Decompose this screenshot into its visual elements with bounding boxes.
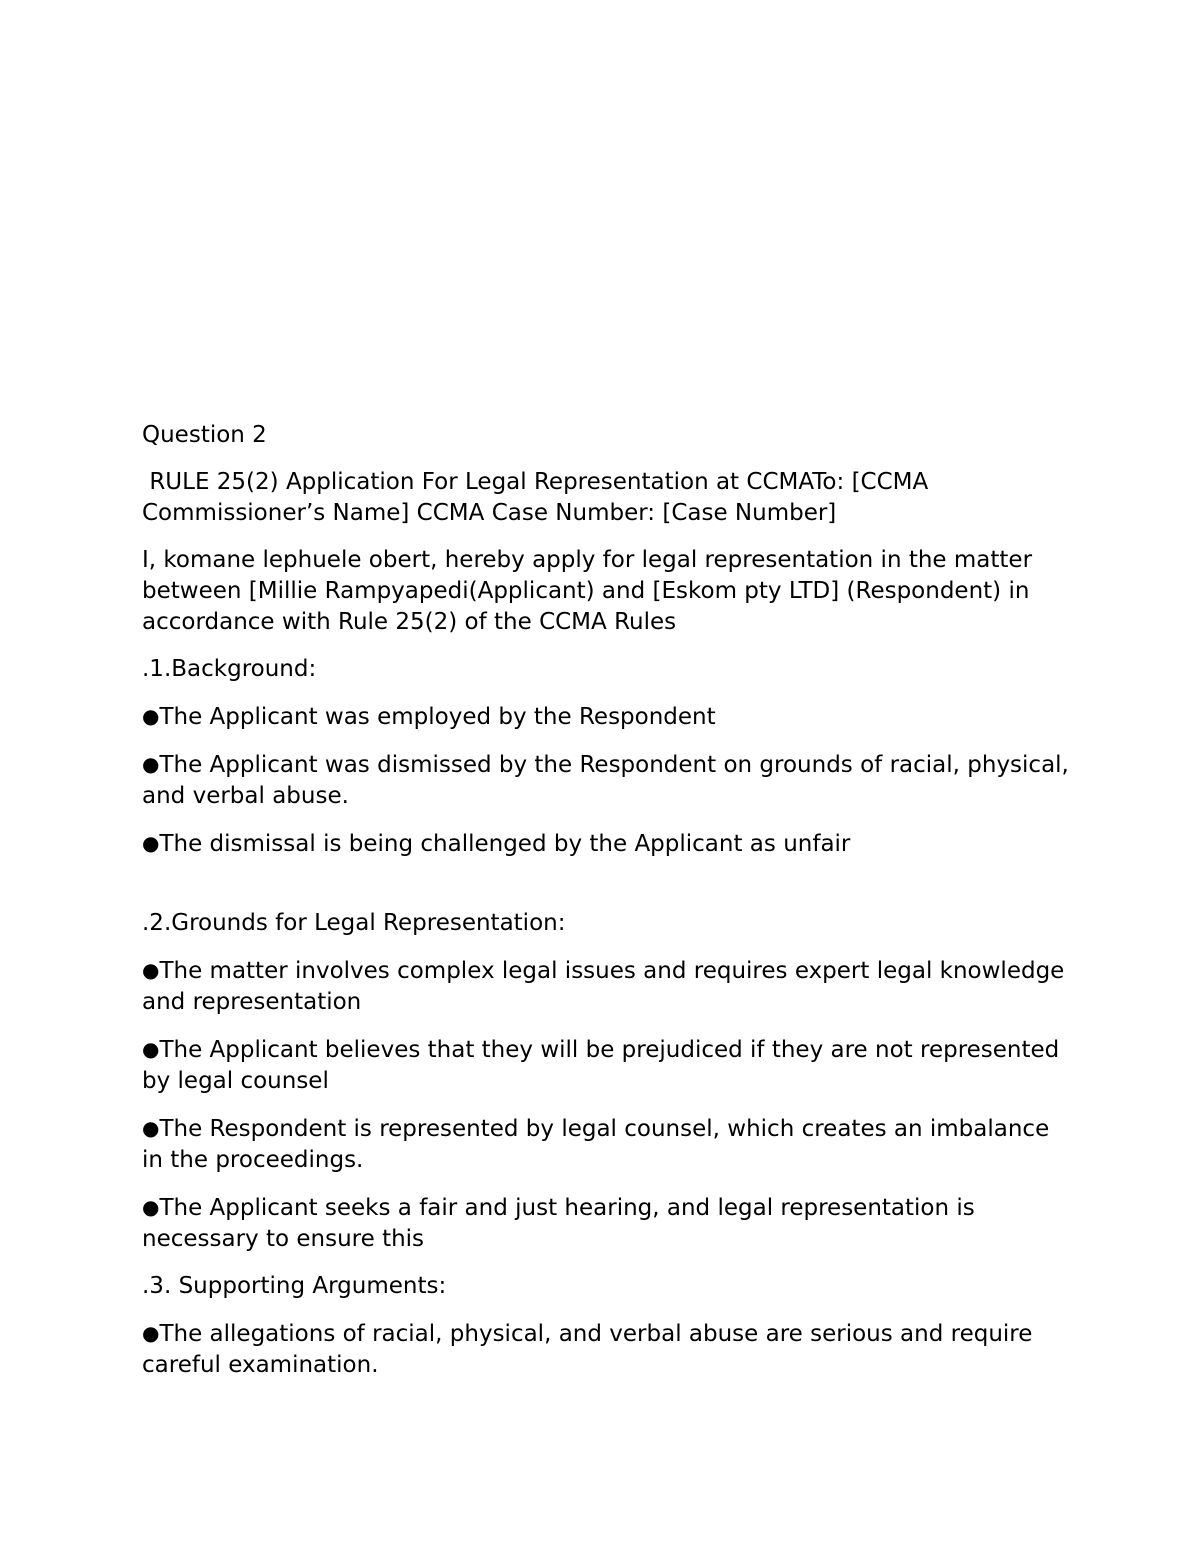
bullet-text: The Applicant believes that they will be prejudiced if they are not represented by legal counsel [142, 1037, 1060, 1094]
application-title: RULE 25(2) Application For Legal Representation at CCMATo: [CCMA Commissioner’s Name] CCMA Case Number: [Case Number] [142, 469, 936, 526]
bullet-icon: ● [142, 958, 160, 982]
bullet-text: The Applicant was employed by the Respondent [159, 704, 716, 730]
section-title-grounds: .2.Grounds for Legal Representation: [142, 910, 566, 936]
section-title-background: .1.Background: [142, 656, 317, 682]
list-item [142, 1318, 1072, 1381]
bullet-icon: ● [142, 752, 160, 776]
intro-paragraph: I, komane lephuele obert, hereby apply for legal representation in the matter between [Millie Rampyapedi(Applicant) and [Eskom pty LTD] (Respondent) in accordance with Rule 25(2) of the CCMA Rules [142, 547, 1033, 635]
list-item [142, 1192, 1072, 1255]
list-item [142, 1113, 1072, 1176]
bullet-text: The Applicant seeks a fair and just hearing, and legal representation is necessary to ensure this [142, 1195, 975, 1252]
document-page [142, 420, 1072, 1397]
bullet-icon: ● [142, 1037, 160, 1061]
list-item [142, 701, 1072, 733]
bullet-text: The dismissal is being challenged by the Applicant as unfair [159, 831, 851, 857]
list-item [142, 1034, 1072, 1097]
bullet-text: The allegations of racial, physical, and verbal abuse are serious and require careful examination. [142, 1321, 1033, 1378]
bullet-icon: ● [142, 831, 160, 855]
list-item [142, 828, 1072, 860]
bullet-text: The matter involves complex legal issues and requires expert legal knowledge and representation [142, 958, 1065, 1015]
list-item [142, 749, 1072, 812]
bullet-icon: ● [142, 1195, 160, 1219]
bullet-text: The Respondent is represented by legal counsel, which creates an imbalance in the proceedings. [142, 1116, 1050, 1173]
question-heading: Question 2 [142, 422, 267, 448]
list-item [142, 955, 1072, 1018]
section-title-supporting-arguments: .3. Supporting Arguments: [142, 1273, 447, 1299]
bullet-text: The Applicant was dismissed by the Respondent on grounds of racial, physical, and verbal abuse. [142, 752, 1069, 809]
bullet-icon: ● [142, 1321, 160, 1345]
bullet-icon: ● [142, 1116, 160, 1140]
bullet-icon: ● [142, 704, 160, 728]
section-spacer [142, 876, 1072, 908]
